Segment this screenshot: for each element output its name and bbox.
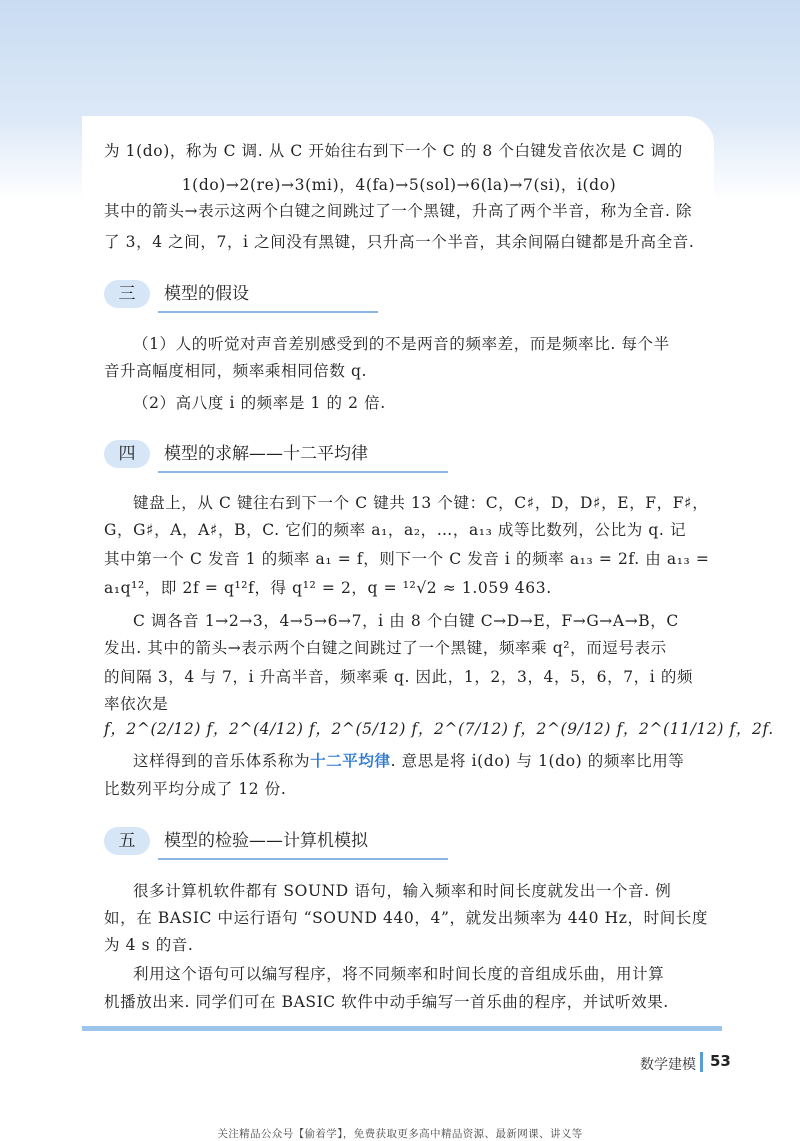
section-5-number: 五 [104, 827, 150, 855]
section-3-title: 模型的假设 [164, 284, 249, 304]
s5-line-5: 机播放出来. 同学们可在 BASIC 软件中动手编写一首乐曲的程序，并试听效果. [104, 993, 669, 1011]
section-3-number: 三 [104, 280, 150, 308]
s4-line-7: 的间隔 3，4 与 7，i̇ 升高半音，频率乘 q. 因此，1，2，3，4，5，6，7，i̇ 的频 [104, 668, 694, 686]
s5-line-3: 为 4 s 的音. [104, 936, 194, 954]
s5-line-4: 利用这个语句可以编写程序，将不同频率和时间长度的音组成乐曲，用计算 [133, 965, 665, 983]
s4-frequency-formula: f，2^(2/12) f，2^(4/12) f，2^(5/12) f，2^(7/12) f，2^(9/12) f，2^(11/12) f，2f. [104, 720, 774, 738]
s3-para-1a: （1）人的听觉对声音差别感受到的不是两音的频率差，而是频率比. 每个半 [133, 335, 670, 353]
footer-separator [700, 1052, 703, 1072]
s4-line-8: 率依次是 [104, 695, 169, 713]
bottom-accent-bar [82, 1026, 722, 1031]
intro-line-4: 了 3，4 之间，7，i̇ 之间没有黑键，只升高一个半音，其余间隔白键都是升高全音. [104, 233, 695, 251]
s4-line-3: 其中第一个 C 发音 1 的频率 a₁ = f，则下一个 C 发音 i̇ 的频率 a₁₃ = 2f. 由 a₁₃ = [104, 550, 710, 568]
footer-chapter-label: 数学建模 [640, 1057, 696, 1073]
s3-para-1b: 音升高幅度相同，频率乘相同倍数 q. [104, 362, 368, 380]
section-3-heading [104, 276, 404, 316]
s4-line-10: 比数列平均分成了 12 份. [104, 780, 287, 798]
watermark-text: 关注精品公众号【偷着学】，免费获取更多高中精品资源、最新网课、讲义等 [217, 1128, 583, 1140]
intro-line-3: 其中的箭头→表示这两个白键之间跳过了一个黑键，升高了两个半音，称为全音. 除 [104, 202, 693, 220]
s4-line-9-pre: 这样得到的音乐体系称为 [133, 752, 311, 770]
section-4-heading [104, 436, 404, 476]
intro-line-1: 为 1(do)，称为 C 调. 从 C 开始往右到下一个 C 的 8 个白键发音依次是 C 调的 [104, 142, 683, 160]
intro-scale: 1(do)→2(re)→3(mi)，4(fa)→5(sol)→6(la)→7(si)，i̇(do) [181, 176, 617, 194]
s5-line-2: 如，在 BASIC 中运行语句 “SOUND 440，4”，就发出频率为 440 Hz，时间长度 [104, 909, 708, 927]
s4-line-4: a₁q¹²，即 2f = q¹²f，得 q¹² = 2，q = ¹²√2 ≈ 1.059 463. [104, 579, 552, 597]
s4-line-6: 发出. 其中的箭头→表示两个白键之间跳过了一个黑键，频率乘 q²，而逗号表示 [104, 639, 667, 657]
section-5-rule [158, 858, 448, 860]
section-4-title: 模型的求解——十二平均律 [164, 444, 368, 464]
s3-para-2: （2）高八度 i̇ 的频率是 1 的 2 倍. [133, 394, 386, 412]
term-twelve-tone-equal-temperament: 十二平均律 [310, 752, 391, 770]
s4-line-9-post: . 意思是将 i̇(do) 与 1(do) 的频率比用等 [390, 752, 685, 770]
section-4-number: 四 [104, 440, 150, 468]
s4-line-9 [133, 750, 723, 772]
s4-line-5: C 调各音 1→2→3，4→5→6→7，i̇ 由 8 个白键 C→D→E，F→G→A→B，C [133, 612, 679, 630]
section-4-rule [158, 471, 448, 473]
page-number: 53 [710, 1052, 731, 1070]
section-3-rule [158, 311, 378, 313]
s4-line-2: G，G♯，A，A♯，B，C. 它们的频率 a₁，a₂，…，a₁₃ 成等比数列，公比为 q. 记 [104, 521, 687, 539]
s4-line-1: 键盘上，从 C 键往右到下一个 C 键共 13 个键：C，C♯，D，D♯，E，F，F♯， [133, 494, 709, 512]
section-5-heading [104, 823, 404, 863]
section-5-title: 模型的检验——计算机模拟 [164, 831, 368, 851]
s5-line-1: 很多计算机软件都有 SOUND 语句，输入频率和时间长度就发出一个音. 例 [133, 882, 672, 900]
